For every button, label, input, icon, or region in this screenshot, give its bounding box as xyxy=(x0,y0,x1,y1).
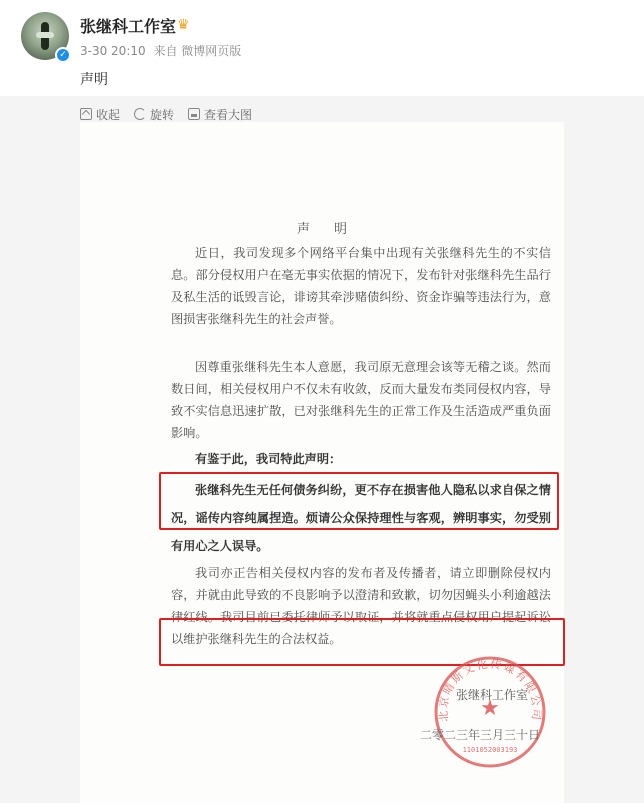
paragraph-5: 我司亦正告相关侵权内容的发布者及传播者，请立即删除侵权内容，并就由此导致的不良影响予以澄清和致歉，切勿因蝇头小利逾越法律红线。我司目前已委托律师予以取证，并将就重点侵权用户提起诉讼以维护张继科先生的合法权益。 xyxy=(171,566,551,646)
signature-date: 二零二三年三月三十日 xyxy=(420,728,541,742)
user-name[interactable]: 张继科工作室 xyxy=(80,17,177,36)
collapse-label: 收起 xyxy=(96,107,121,122)
paragraph-2: 因尊重张继科先生本人意愿，我司原无意理会该等无稽之谈。然而数日间，相关侵权用户不仅未有收敛，反而大量发布类同侵权内容，导致不实信息迅速扩散，已对张继科先生的正常工作及生活造成严重负面影响。 xyxy=(171,360,551,440)
post-meta xyxy=(80,42,245,59)
collapse-button[interactable] xyxy=(80,106,120,123)
highlight-box-1 xyxy=(159,472,559,530)
rotate-label: 旋转 xyxy=(150,107,175,122)
seal-number: 1101052003193 xyxy=(462,746,518,754)
company-seal xyxy=(430,652,550,772)
post-text: 声明 xyxy=(80,72,108,88)
statement-image[interactable] xyxy=(80,122,564,803)
post-source: 来自 微博网页版 xyxy=(153,44,242,58)
seal-text: 北京晴斯文化传媒有限公司 xyxy=(436,657,544,723)
verified-badge-icon: ✓ xyxy=(55,47,71,63)
paragraph-1: 近日，我司发现多个网络平台集中出现有关张继科先生的不实信息。部分侵权用户在毫无事实依据的情况下，发布针对张继科先生品行及私生活的诋毁言论，诽谤其牵涉赌债纠纷、资金诈骗等违法行为，意图损害张继科先生的社会声誉。 xyxy=(171,246,551,326)
view-large-button[interactable] xyxy=(188,106,252,123)
rotate-button[interactable] xyxy=(134,106,174,123)
document-title: 声明 xyxy=(296,222,371,237)
post-time[interactable]: 3-30 20:10 xyxy=(80,44,146,58)
crown-icon: ♛ xyxy=(177,17,190,33)
view-large-icon xyxy=(188,108,200,120)
image-toolbar xyxy=(80,104,266,124)
rotate-icon xyxy=(134,108,146,120)
signature: 张继科工作室 xyxy=(456,688,529,702)
view-large-label: 查看大图 xyxy=(204,107,253,122)
collapse-icon xyxy=(80,108,92,120)
image-viewer xyxy=(0,96,644,803)
post-header xyxy=(0,0,644,96)
avatar-figure-arm xyxy=(36,32,54,38)
paragraph-3: 有鉴于此，我司特此声明： xyxy=(195,452,342,466)
seal-star-icon: ★ xyxy=(480,696,500,721)
paragraph-4: 张继科先生无任何债务纠纷，更不存在损害他人隐私以求自保之情况，谣传内容纯属捏造。烦请公众保持理性与客观，辨明事实，勿受别有用心之人误导。 xyxy=(171,483,551,553)
